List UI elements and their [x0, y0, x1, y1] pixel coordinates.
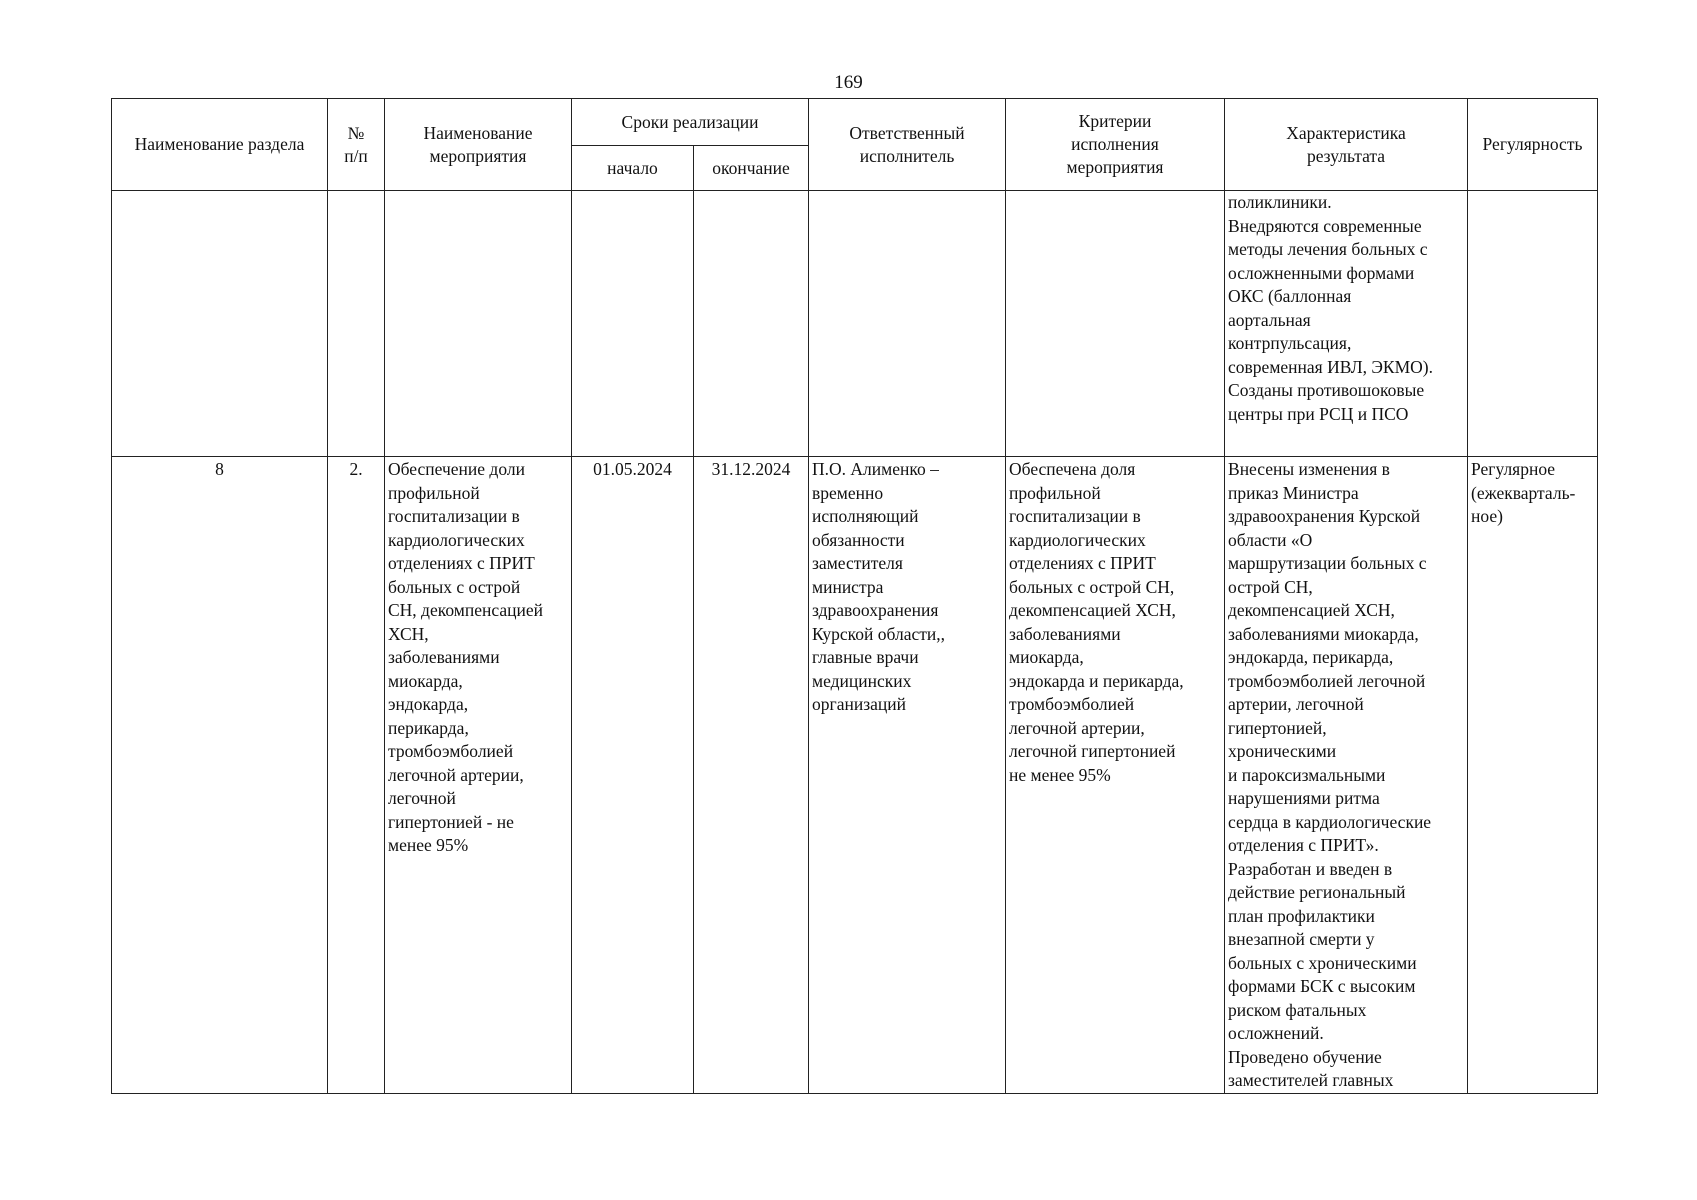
header-criteria: Критерии исполнения мероприятия: [1006, 99, 1225, 191]
header-responsible: Ответственный исполнитель: [809, 99, 1006, 191]
header-num: № п/п: [328, 99, 385, 191]
cell-result: Внесены изменения в приказ Министра здравоохранения Курской области «О маршрутизации больных с острой СН, декомпенсацией ХСН, заболеваниями миокарда, эндокарда, перикарда, тромбоэмболией легочной артерии, легочной гипертонией, хроническими и пароксизмальными нарушениями ритма сердца в кардиологические отделения с ПРИТ». Разработан и введен в действие региональный план профилактики внезапной смерти у больных с хроническими формами БСК с высоким риском фатальных осложнений. Проведено обучение заместителей главных: [1225, 457, 1468, 1094]
cell-responsible: П.О. Алименко – временно исполняющий обязанности заместителя министра здравоохранения Курской области,, главные врачи медицинских организаций: [809, 457, 1006, 1094]
cell-start: [572, 191, 694, 457]
table-row: [112, 191, 1598, 457]
header-regularity: Регулярность: [1468, 99, 1598, 191]
cell-criteria: [1006, 191, 1225, 457]
header-section: Наименование раздела: [112, 99, 328, 191]
header-row: [112, 99, 1598, 146]
page-number: 169: [834, 72, 863, 93]
cell-num: 2.: [328, 457, 385, 1094]
cell-regularity: Регулярное (ежекварталь- ное): [1468, 457, 1598, 1094]
cell-start: 01.05.2024: [572, 457, 694, 1094]
cell-event: Обеспечение доли профильной госпитализации в кардиологических отделениях с ПРИТ больных с острой СН, декомпенсацией ХСН, заболеваниями миокарда, эндокарда, перикарда, тромбоэмболией легочной артерии, легочной гипертонией - не менее 95%: [385, 457, 572, 1094]
header-end: окончание: [694, 146, 809, 191]
header-result: Характеристика результата: [1225, 99, 1468, 191]
cell-criteria: Обеспечена доля профильной госпитализации в кардиологических отделениях с ПРИТ больных с острой СН, декомпенсацией ХСН, заболеваниями миокарда, эндокарда и перикарда, тромбоэмболией легочной артерии, легочной гипертонией не менее 95%: [1006, 457, 1225, 1094]
header-start: начало: [572, 146, 694, 191]
cell-section: [112, 191, 328, 457]
cell-end: 31.12.2024: [694, 457, 809, 1094]
cell-result: поликлиники. Внедряются современные методы лечения больных с осложненными формами ОКС (баллонная аортальная контрпульсация, современная ИВЛ, ЭКМО). Созданы противошоковые центры при РСЦ и ПСО: [1225, 191, 1468, 457]
header-terms: Сроки реализации: [572, 99, 809, 146]
cell-num: [328, 191, 385, 457]
cell-event: [385, 191, 572, 457]
activities-table: [111, 98, 1598, 1094]
cell-section: 8: [112, 457, 328, 1094]
cell-regularity: [1468, 191, 1598, 457]
header-event: Наименование мероприятия: [385, 99, 572, 191]
table-row: [112, 457, 1598, 1094]
cell-end: [694, 191, 809, 457]
cell-responsible: [809, 191, 1006, 457]
